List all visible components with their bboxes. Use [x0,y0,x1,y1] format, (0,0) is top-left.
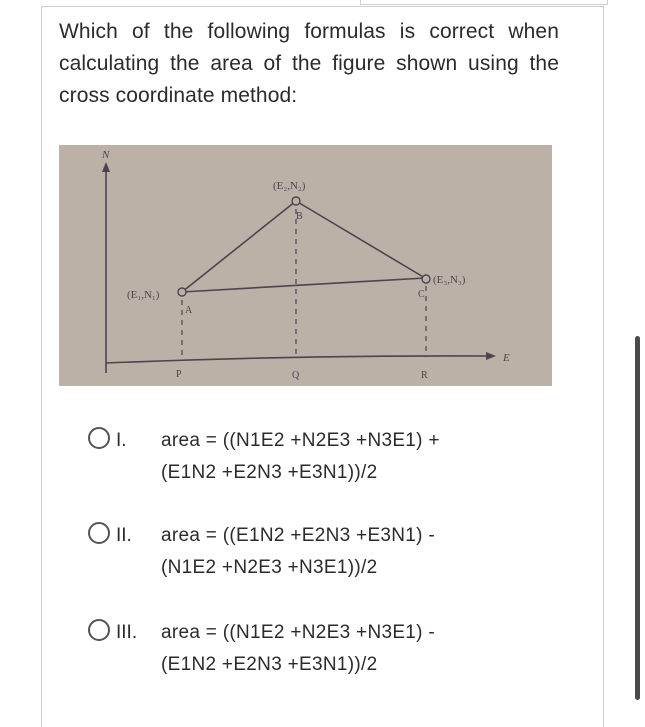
point-b-label: B [296,211,303,222]
option-2-numeral: II. [116,525,132,546]
label-e2-n2: (E₂,N₂) [273,180,306,192]
question-text: Which of the following formulas is correct when calculating the area of the figure shown using the cross coordinate method: [59,20,559,107]
option-3-formula[interactable] [161,617,435,681]
option-2-line-2: (N1E2 +N2E3 +N3E1))/2 [161,557,378,578]
option-1-radio[interactable] [88,427,110,449]
n-axis-label: N [102,149,110,161]
point-c-marker [422,275,430,283]
foot-r-label: R [421,370,428,381]
option-1-numeral: I. [116,430,127,451]
option-3-line-1: area = ((N1E2 +N2E3 +N3E1) - [161,622,436,643]
e-axis-line [106,356,489,363]
previous-card-edge [360,0,608,5]
point-b-marker [292,197,300,205]
side-ab [182,201,296,292]
e-axis-label: E [503,352,510,364]
side-bc [296,201,425,278]
label-e1-n1: (E₁,N₁) [127,289,160,301]
option-1-line-2: (E1N2 +E2N3 +E3N1))/2 [161,462,378,483]
point-a-label: A [185,305,193,316]
option-3-numeral: III. [116,622,138,643]
option-3-radio[interactable] [88,619,110,641]
option-2-line-1: area = ((E1N2 +E2N3 +E3N1) - [161,525,436,546]
option-3-line-2: (E1N2 +E2N3 +E3N1))/2 [161,654,378,675]
scrollbar-thumb[interactable] [635,336,640,700]
figure-image [59,145,552,386]
option-1-formula[interactable] [161,425,440,489]
n-axis-arrow [102,162,110,172]
option-2-radio[interactable] [88,522,110,544]
point-c-label: C [418,289,425,300]
e-axis-arrow [486,352,496,360]
foot-p-label: P [176,369,182,380]
option-2-formula[interactable] [161,520,435,584]
label-e3-n3: (E₃,N₃) [433,274,466,286]
foot-q-label: Q [292,370,300,381]
option-1-line-1: area = ((N1E2 +N2E3 +N3E1) + [161,430,440,451]
point-a-marker [178,288,186,296]
side-ac [182,278,425,292]
cross-coordinate-diagram [59,145,552,386]
